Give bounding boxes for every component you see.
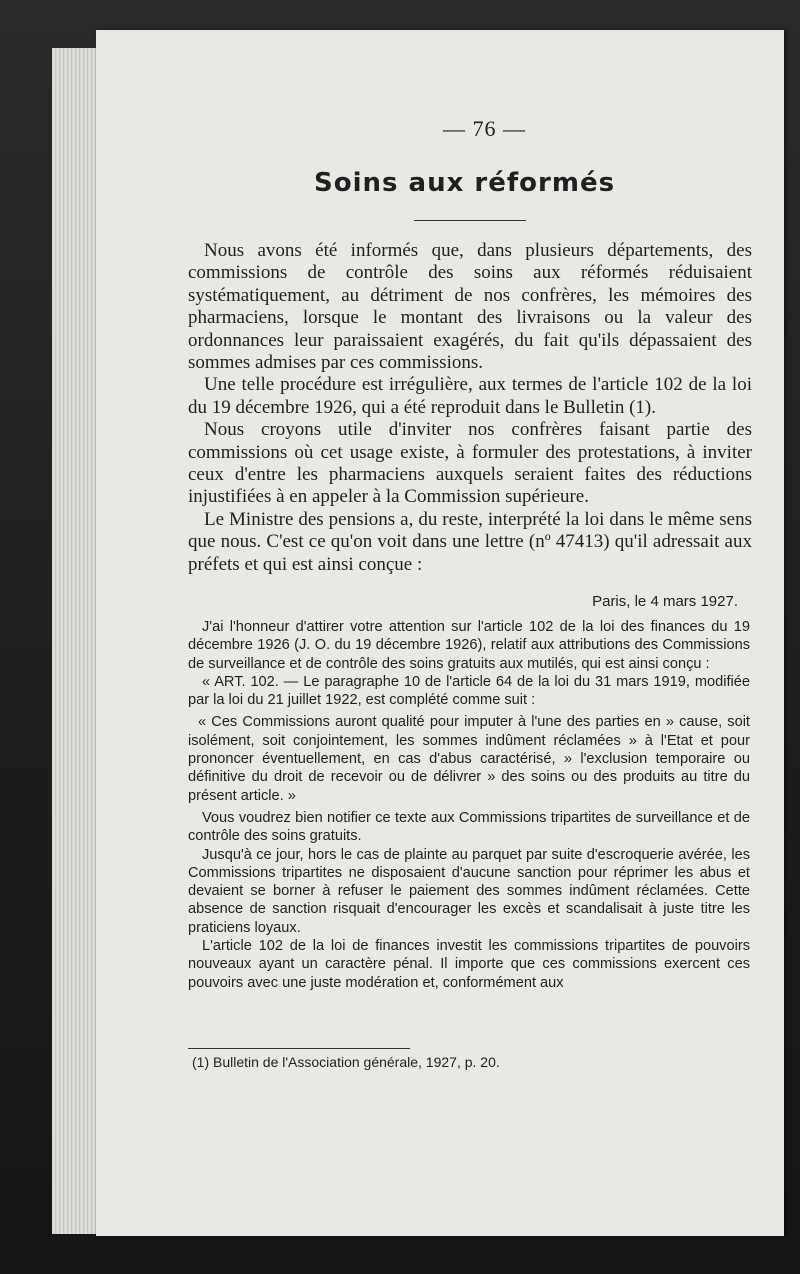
letter-intro: J'ai l'honneur d'attirer votre attention sur l'article 102 de la loi des finances du 19 décembre 1926 (J. O. du 19 décembre 1926), relatif aux attributions des Commissions de surveillance et de contrôle des soins gratuits aux mutilés, qui est ainsi conçu : xyxy=(188,619,750,672)
article-quote xyxy=(188,713,750,804)
page-number: — 76 — xyxy=(443,116,526,141)
paragraph: Le Ministre des pensions a, du reste, interprété la loi dans le même sens que nous. C'est ce qu'on voit dans une lettre (nº 47413) qu'il adressait aux préfets et qui est ainsi conçue : xyxy=(188,508,752,575)
letter-date: Paris, le 4 mars 1927. xyxy=(592,593,738,610)
paragraph: Une telle procédure est irrégulière, aux termes de l'article 102 de la loi du 19 décembre 1926, qui a été reproduit dans le Bulletin (1). xyxy=(188,374,752,418)
letter-text xyxy=(188,618,750,992)
paragraph: Nous croyons utile d'inviter nos confrères faisant partie des commissions où cet usage existe, à formuler des protestations, à inviter ceux d'entre les pharmaciens auxquels seraient faites des réductions injustifiées à en appeler à la Commission supérieure. xyxy=(188,419,752,508)
title-rule xyxy=(414,220,526,221)
letter-paragraph: L'article 102 de la loi de finances investit les commissions tripartites de pouvoirs nouveaux ayant un caractère pénal. Il importe que ces commissions exercent ces pouvoirs avec une juste modération et, conformément aux xyxy=(188,938,750,991)
footnote-rule xyxy=(188,1048,410,1049)
letter-paragraph: Jusqu'à ce jour, hors le cas de plainte au parquet par suite d'escroquerie avérée, les Commissions tripartites ne disposaient d'aucune sanction pour réprimer les abus et devaient se borner à refuser le paiement des sommes indûment réclamées. Cette absence de sanction risquait d'encourager les excès et scandalisait à juste titre les praticiens loyaux. xyxy=(188,846,750,936)
chapter-title: Soins aux réformés xyxy=(314,168,616,198)
letter-paragraph: Vous voudrez bien notifier ce texte aux Commissions tripartites de surveillance et de contrôle des soins gratuits. xyxy=(188,809,750,845)
footnote: (1) Bulletin de l'Association générale, 1927, p. 20. xyxy=(192,1054,500,1070)
article-quote-text: « Ces Commissions auront qualité pour imputer à l'une des parties en » cause, soit isolément, soit conjointement, les sommes indûment réclamées » à l'Etat et pour prononcer éventuellement, en cas d'abus caractérisé, » l'exclusion temporaire ou définitive du droit de recevoir ou de délivrer » des soins ou des produits au titre du présent article. » xyxy=(188,714,750,804)
article-heading: « ART. 102. — Le paragraphe 10 de l'article 64 de la loi du 31 mars 1919, modifiée par la loi du 21 juillet 1922, est complété comme suit : xyxy=(188,673,750,709)
main-text xyxy=(188,240,752,576)
page-stack-edge xyxy=(52,48,99,1234)
paragraph: Nous avons été informés que, dans plusieurs départements, des commissions de contrôle des soins aux réformés réduisaient systématiquement, au détriment de nos confrères, les mémoires des pharmaciens, lorsque le montant des livraisons ou la valeur des ordonnances leur paraissaient exagérés, du fait qu'ils dépassaient des sommes admises par ces commissions. xyxy=(188,240,752,374)
